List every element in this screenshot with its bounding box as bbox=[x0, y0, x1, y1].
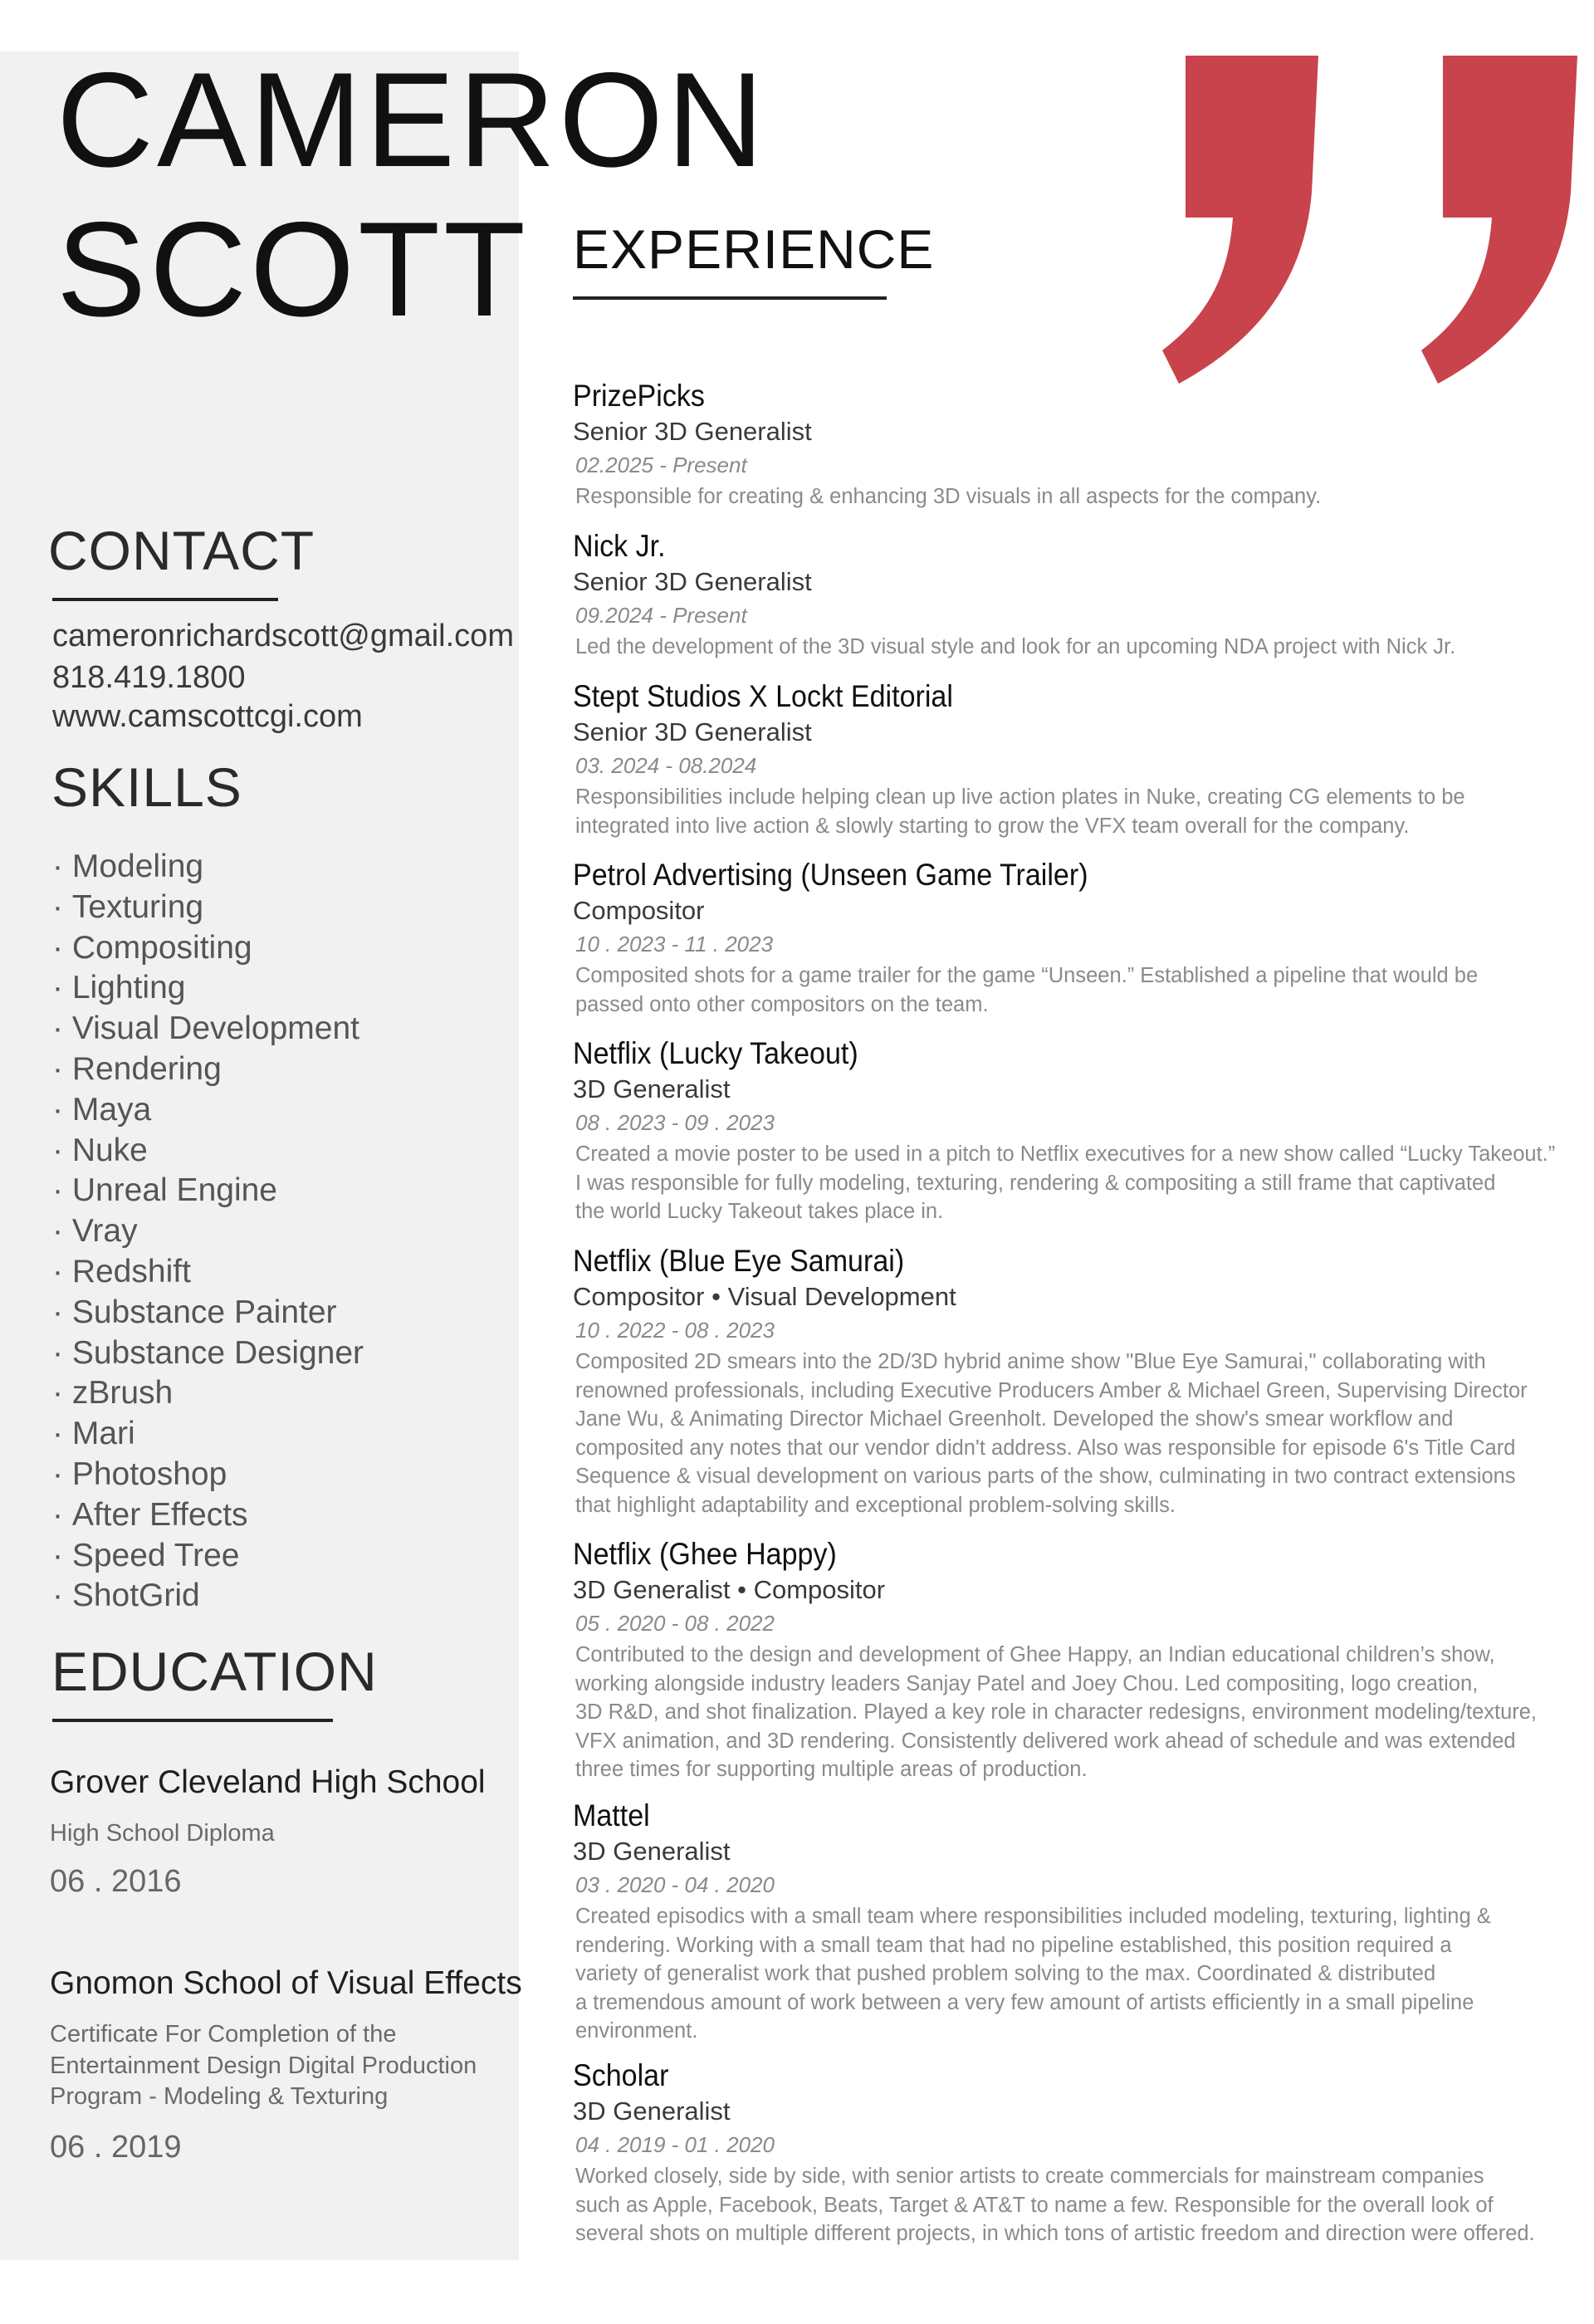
job-entry bbox=[573, 528, 1569, 662]
job-description-line: composited any notes that our vendor didn't address. Also was responsible for episode 6's Title Card bbox=[575, 1436, 1516, 1460]
job-description bbox=[573, 783, 1569, 840]
education-date-2: 06 . 2019 bbox=[50, 2130, 182, 2165]
education-detail-1: High School Diploma bbox=[50, 1820, 275, 1847]
job-description-line: three times for supporting multiple areas of production. bbox=[575, 1758, 1088, 1781]
job-role: Senior 3D Generalist bbox=[573, 717, 812, 746]
job-description-line: Responsibilities include helping clean up live action plates in Nuke, creating CG elements to be bbox=[575, 785, 1465, 809]
experience-heading: EXPERIENCE bbox=[573, 218, 935, 280]
job-company: Netflix (Blue Eye Samurai) bbox=[573, 1244, 905, 1278]
job-description-line: Responsible for creating & enhancing 3D visuals in all aspects for the company. bbox=[575, 485, 1322, 508]
job-role: Senior 3D Generalist bbox=[573, 417, 812, 446]
education-detail-2: Certificate For Completion of the Entertainment Design Digital Production Program - Modeling & Texturing bbox=[50, 2021, 477, 2110]
job-role: 3D Generalist • Compositor bbox=[573, 1575, 886, 1604]
job-dates: 08 . 2023 - 09 . 2023 bbox=[575, 1110, 775, 1135]
quote-mark-left bbox=[1162, 56, 1318, 384]
quote-mark-right bbox=[1421, 56, 1577, 384]
candidate-name bbox=[56, 46, 767, 345]
job-description-line: Contributed to the design and development of Ghee Happy, an Indian educational children’s show, bbox=[575, 1643, 1495, 1666]
job-description bbox=[573, 2162, 1569, 2248]
job-entry bbox=[573, 378, 1569, 511]
job-description-line: rendering. Working with a small team that had no pipeline established, this position required a bbox=[575, 1933, 1452, 1957]
job-description-line: several shots on multiple different projects, in which tons of artistic freedom and direction were offered. bbox=[575, 2222, 1535, 2245]
experience-rule bbox=[573, 296, 887, 300]
job-role: Senior 3D Generalist bbox=[573, 567, 812, 596]
job-dates: 03. 2024 - 08.2024 bbox=[575, 753, 757, 778]
job-description-line: working alongside industry leaders Sanjay Patel and Joey Chou. Led compositing, logo creation, bbox=[575, 1671, 1479, 1695]
contact-website[interactable]: www.camscottcgi.com bbox=[52, 699, 363, 734]
job-entry bbox=[573, 678, 1569, 840]
job-company: Mattel bbox=[573, 1798, 650, 1832]
job-entry bbox=[573, 857, 1569, 1019]
skill-item: · Rendering bbox=[52, 1049, 364, 1090]
job-entry bbox=[573, 2057, 1569, 2248]
skill-item: · Compositing bbox=[52, 928, 364, 969]
skill-item: · ShotGrid bbox=[52, 1576, 364, 1617]
skill-item: · Vray bbox=[52, 1211, 364, 1252]
job-description-line: such as Apple, Facebook, Beats, Target & AT&T to name a few. Responsible for the overall look of bbox=[575, 2193, 1494, 2217]
job-description bbox=[573, 1641, 1569, 1784]
skill-item: · Photoshop bbox=[52, 1455, 364, 1495]
job-dates: 04 . 2019 - 01 . 2020 bbox=[575, 2132, 775, 2157]
job-description-line: a tremendous amount of work between a very few amount of artists efficiently in a small pipeline bbox=[575, 1990, 1474, 2014]
skill-item: · After Effects bbox=[52, 1495, 364, 1536]
skill-item: · Visual Development bbox=[52, 1009, 364, 1049]
job-description-line: passed onto other compositors on the team. bbox=[575, 992, 989, 1016]
job-company: Scholar bbox=[573, 2058, 669, 2092]
job-description-line: that highlight adaptability and exceptional problem-solving skills. bbox=[575, 1493, 1176, 1517]
skills-heading: SKILLS bbox=[51, 756, 242, 818]
job-description-line: Jane Wu, & Animating Director Michael Greenholt. Developed the show's smear workflow and bbox=[575, 1407, 1454, 1431]
education-school-1: Grover Cleveland High School bbox=[50, 1764, 486, 1800]
job-role: Compositor • Visual Development bbox=[573, 1282, 956, 1311]
job-description bbox=[573, 1902, 1569, 2046]
job-description-line: Composited shots for a game trailer for the game “Unseen.” Established a pipeline that would be bbox=[575, 964, 1479, 987]
job-role: 3D Generalist bbox=[573, 1074, 731, 1103]
job-entry bbox=[573, 1035, 1569, 1226]
job-company: Petrol Advertising (Unseen Game Trailer) bbox=[573, 858, 1088, 892]
job-description-line: I was responsible for fully modeling, texturing, rendering & compositing a still frame that captivated bbox=[575, 1171, 1496, 1195]
job-description-line: Created a movie poster to be used in a pitch to Netflix executives for a new show called “Lucky Takeout.” bbox=[575, 1142, 1556, 1166]
job-role: Compositor bbox=[573, 896, 705, 925]
skill-item: · Unreal Engine bbox=[52, 1171, 364, 1211]
job-description bbox=[573, 961, 1569, 1019]
job-description-line: renowned professionals, including Executive Producers Amber & Michael Green, Supervising Director bbox=[575, 1378, 1528, 1402]
contact-phone[interactable]: 818.419.1800 bbox=[52, 660, 246, 695]
job-company: Nick Jr. bbox=[573, 529, 666, 563]
education-date-1: 06 . 2016 bbox=[50, 1864, 182, 1899]
education-heading: EDUCATION bbox=[51, 1641, 378, 1702]
skill-item: · Substance Designer bbox=[52, 1333, 364, 1374]
first-name: CAMERON bbox=[56, 45, 768, 195]
quote-marks-icon bbox=[1162, 51, 1594, 400]
job-description-line: integrated into live action & slowly starting to grow the VFX team overall for the company. bbox=[575, 814, 1410, 838]
job-company: PrizePicks bbox=[573, 379, 705, 413]
skill-item: · zBrush bbox=[52, 1373, 364, 1414]
job-description bbox=[573, 482, 1569, 511]
contact-email[interactable]: cameronrichardscott@gmail.com bbox=[52, 619, 514, 653]
skill-item: · Maya bbox=[52, 1090, 364, 1131]
job-dates: 10 . 2022 - 08 . 2023 bbox=[575, 1318, 775, 1343]
job-description bbox=[573, 1348, 1569, 1519]
job-description-line: 3D R&D, and shot finalization. Played a key role in character redesigns, environment modeling/texture, bbox=[575, 1700, 1538, 1724]
job-entry bbox=[573, 1243, 1569, 1519]
job-description-line: Created episodics with a small team where responsibilities included modeling, texturing, lighting & bbox=[575, 1905, 1491, 1928]
job-description-line: Led the development of the 3D visual style and look for an upcoming NDA project with Nick Jr. bbox=[575, 635, 1456, 658]
job-description-line: Worked closely, side by side, with senior artists to create commercials for mainstream companies bbox=[575, 2165, 1484, 2188]
job-description-line: variety of generalist work that pushed problem solving to the max. Coordinated & distributed bbox=[575, 1962, 1436, 1985]
skill-item: · Substance Painter bbox=[52, 1293, 364, 1333]
job-description bbox=[573, 1140, 1569, 1226]
skill-item: · Redshift bbox=[52, 1252, 364, 1293]
job-entry bbox=[573, 1536, 1569, 1784]
contact-heading: CONTACT bbox=[48, 520, 315, 581]
job-description-line: the world Lucky Takeout takes place in. bbox=[575, 1200, 944, 1223]
job-description-line: Composited 2D smears into the 2D/3D hybrid anime show "Blue Eye Samurai," collaborating with bbox=[575, 1350, 1486, 1373]
job-role: 3D Generalist bbox=[573, 1837, 731, 1866]
job-description-line: Sequence & visual development on various parts of the show, culminating in two contract extensions bbox=[575, 1465, 1516, 1488]
job-description bbox=[573, 633, 1569, 662]
skill-item: · Speed Tree bbox=[52, 1536, 364, 1577]
job-entry bbox=[573, 1798, 1569, 2046]
contact-rule bbox=[52, 598, 278, 601]
skill-item: · Nuke bbox=[52, 1131, 364, 1172]
skill-item: · Lighting bbox=[52, 968, 364, 1009]
skills-list bbox=[52, 847, 364, 1617]
job-role: 3D Generalist bbox=[573, 2096, 731, 2126]
skill-item: · Mari bbox=[52, 1414, 364, 1455]
education-rule bbox=[52, 1719, 333, 1722]
skill-item: · Modeling bbox=[52, 847, 364, 888]
job-company: Stept Studios X Lockt Editorial bbox=[573, 679, 953, 713]
job-dates: 10 . 2023 - 11 . 2023 bbox=[575, 932, 774, 957]
job-dates: 05 . 2020 - 08 . 2022 bbox=[575, 1611, 775, 1636]
education-school-2: Gnomon School of Visual Effects bbox=[50, 1965, 522, 2001]
job-description-line: VFX animation, and 3D rendering. Consistently delivered work ahead of schedule and was extended bbox=[575, 1729, 1516, 1753]
last-name: SCOTT bbox=[56, 194, 529, 345]
job-dates: 02.2025 - Present bbox=[575, 453, 747, 477]
job-dates: 09.2024 - Present bbox=[575, 603, 747, 628]
job-description-line: environment. bbox=[575, 2019, 698, 2043]
job-company: Netflix (Lucky Takeout) bbox=[573, 1036, 858, 1070]
job-dates: 03 . 2020 - 04 . 2020 bbox=[575, 1872, 775, 1897]
skill-item: · Texturing bbox=[52, 888, 364, 928]
job-company: Netflix (Ghee Happy) bbox=[573, 1537, 837, 1571]
